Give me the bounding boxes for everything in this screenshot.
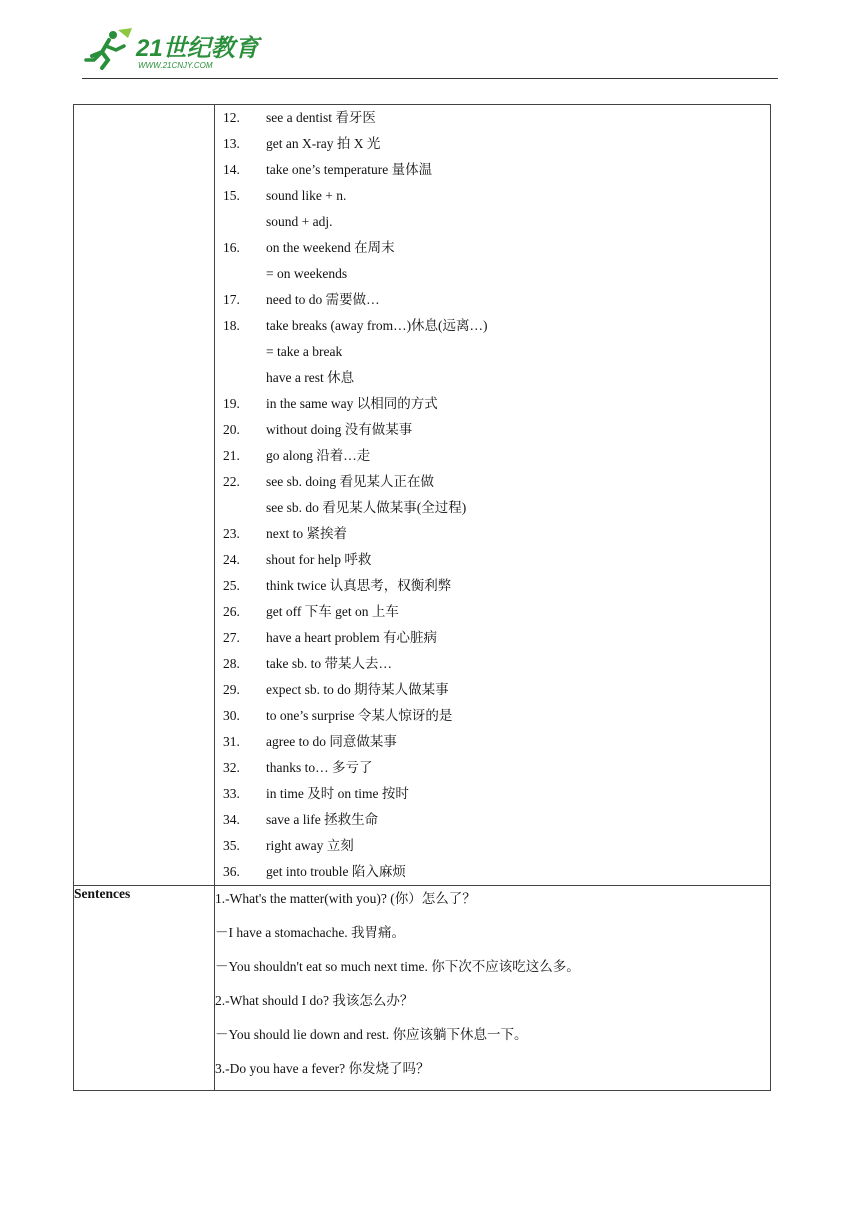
phrase-row	[215, 183, 770, 209]
phrase-row	[215, 105, 770, 131]
phrase-number: 19.	[223, 396, 240, 411]
phrase-text: take breaks (away from…)休息(远离…)	[266, 318, 488, 333]
phrase-number: 16.	[223, 240, 240, 255]
phrase-text: save a life 拯救生命	[266, 812, 379, 827]
phrase-text: expect sb. to do 期待某人做某事	[266, 682, 449, 697]
phrase-number: 17.	[223, 292, 240, 307]
sentence-line: －I have a stomachache. 我胃痛。	[215, 925, 406, 940]
logo-text: 21世纪教育	[136, 35, 259, 62]
phrase-text: have a rest 休息	[266, 370, 355, 385]
phrase-row	[215, 729, 770, 755]
phrase-text: see sb. do 看见某人做某事(全过程)	[266, 500, 467, 515]
phrase-number: 28.	[223, 656, 240, 671]
phrase-text: think twice 认真思考，权衡利弊	[266, 578, 452, 593]
sentence-line: 2.-What should I do? 我该怎么办？	[215, 993, 414, 1008]
phrase-row	[215, 521, 770, 547]
phrase-number: 20.	[223, 422, 240, 437]
phrase-text: have a heart problem 有心脏病	[266, 630, 437, 645]
phrase-number: 34.	[223, 812, 240, 827]
phrase-number: 23.	[223, 526, 240, 541]
phrase-number: 25.	[223, 578, 240, 593]
phrase-text: agree to do 同意做某事	[266, 734, 397, 749]
phrase-row	[215, 781, 770, 807]
phrase-row	[215, 235, 770, 261]
phrase-number: 12.	[223, 110, 240, 125]
phrase-text: thanks to… 多亏了	[266, 760, 373, 775]
phrase-number: 36.	[223, 864, 240, 879]
sentences-row	[74, 886, 771, 1091]
sentence-line: 1.-What's the matter(with you)? (你）怎么了？	[215, 891, 476, 906]
phrase-row	[215, 365, 770, 391]
phrase-row	[215, 391, 770, 417]
phrase-number: 13.	[223, 136, 240, 151]
phrase-text: in time 及时 on time 按时	[266, 786, 409, 801]
phrase-number: 15.	[223, 188, 240, 203]
phrase-text: next to 紧挨着	[266, 526, 347, 541]
phrase-number: 26.	[223, 604, 240, 619]
phrase-text: to one’s surprise 令某人惊讶的是	[266, 708, 453, 723]
phrase-text: = take a break	[266, 344, 343, 359]
phrase-text: take one’s temperature 量体温	[266, 162, 433, 177]
content-table	[73, 104, 771, 1091]
page-header	[82, 26, 778, 80]
phrase-text: take sb. to 带某人去…	[266, 656, 392, 671]
phrase-row	[215, 443, 770, 469]
phrase-row	[215, 417, 770, 443]
phrase-text: see sb. doing 看见某人正在做	[266, 474, 434, 489]
sentence-line: －You shouldn't eat so much next time. 你下次不应该吃这么多。	[215, 959, 580, 974]
phrase-number: 14.	[223, 162, 240, 177]
phrase-text: need to do 需要做…	[266, 292, 380, 307]
header-divider	[82, 78, 778, 79]
phrase-row	[215, 599, 770, 625]
phrase-row	[215, 703, 770, 729]
phrase-text: shout for help 呼救	[266, 552, 372, 567]
phrases-cell	[215, 105, 771, 886]
phrases-row	[74, 105, 771, 886]
phrase-text: right away 立刻	[266, 838, 354, 853]
phrase-row	[215, 339, 770, 365]
sentence-line: －You should lie down and rest. 你应该躺下休息一下。	[215, 1027, 528, 1042]
phrase-number: 21.	[223, 448, 240, 463]
phrase-row	[215, 651, 770, 677]
phrase-text: go along 沿着…走	[266, 448, 371, 463]
phrase-text: on the weekend 在周末	[266, 240, 395, 255]
phrase-number: 24.	[223, 552, 240, 567]
phrase-number: 33.	[223, 786, 240, 801]
phrase-row	[215, 573, 770, 599]
phrases-label-cell	[74, 105, 215, 886]
phrase-text: get into trouble 陷入麻烦	[266, 864, 406, 879]
phrase-text: without doing 没有做某事	[266, 422, 413, 437]
sentences-cell	[215, 886, 771, 1091]
site-logo	[82, 26, 262, 74]
phrase-row	[215, 131, 770, 157]
phrase-row	[215, 261, 770, 287]
phrase-text: in the same way 以相同的方式	[266, 396, 438, 411]
phrase-row	[215, 287, 770, 313]
phrase-row	[215, 469, 770, 495]
phrase-row	[215, 755, 770, 781]
phrase-row	[215, 157, 770, 183]
phrase-number: 22.	[223, 474, 240, 489]
sentences-label: Sentences	[74, 886, 215, 1091]
phrase-number: 18.	[223, 318, 240, 333]
phrase-text: get off 下车 get on 上车	[266, 604, 399, 619]
phrase-text: sound + adj.	[266, 214, 333, 229]
phrase-row	[215, 625, 770, 651]
phrase-row	[215, 833, 770, 859]
sentence-line: 3.-Do you have a fever? 你发烧了吗？	[215, 1061, 430, 1076]
phrase-text: get an X-ray 拍 X 光	[266, 136, 381, 151]
phrase-number: 30.	[223, 708, 240, 723]
phrase-row	[215, 495, 770, 521]
phrase-number: 35.	[223, 838, 240, 853]
phrase-number: 32.	[223, 760, 240, 775]
phrase-row	[215, 313, 770, 339]
phrase-number: 29.	[223, 682, 240, 697]
phrase-number: 31.	[223, 734, 240, 749]
logo-url: WWW.21CNJY.COM	[138, 61, 213, 70]
phrase-number: 27.	[223, 630, 240, 645]
phrase-row	[215, 547, 770, 573]
phrase-row	[215, 807, 770, 833]
phrase-row	[215, 209, 770, 235]
phrase-text: see a dentist 看牙医	[266, 110, 376, 125]
phrase-row	[215, 859, 770, 885]
runner-icon	[86, 28, 132, 68]
phrase-text: = on weekends	[266, 266, 348, 281]
phrase-row	[215, 677, 770, 703]
phrase-text: sound like + n.	[266, 188, 347, 203]
